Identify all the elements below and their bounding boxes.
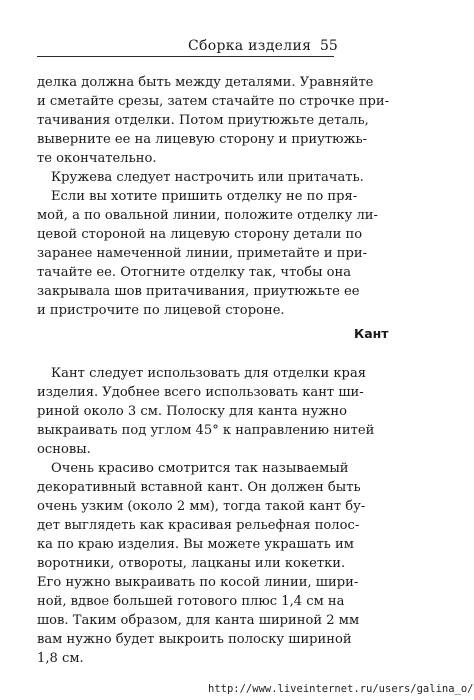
text-line: воротники, отвороты, лацканы или кокетки.: [37, 556, 346, 571]
text-line: и сметайте срезы, затем стачайте по строчке при-: [37, 94, 390, 109]
text-line: и пристрочите по лицевой стороне.: [37, 303, 285, 318]
text-line: риной около 3 см. Полоску для канта нужно: [37, 404, 347, 419]
text-line: ка по краю изделия. Вы можете украшать им: [37, 537, 354, 552]
text-line: вам нужно будет выкроить полоску шириной: [37, 632, 352, 647]
text-line: Кружева следует настрочить или притачать.: [51, 170, 364, 185]
text-line: изделия. Удобнее всего использовать кант ши-: [37, 385, 364, 400]
text-line: Если вы хотите пришить отделку не по пря-: [51, 189, 358, 204]
text-line: тачивания отделки. Потом приутюжьте деталь,: [37, 113, 369, 128]
text-line: Его нужно выкраивать по косой линии, шири-: [37, 575, 359, 590]
text-line: тачайте ее. Отогните отделку так, чтобы она: [37, 265, 352, 280]
text-line: 1,8 см.: [37, 651, 84, 666]
text-line: мой, а по овальной линии, положите отделку ли-: [37, 208, 378, 223]
text-line: Очень красиво смотрится так называемый: [51, 461, 349, 476]
paragraphs-trim: [37, 73, 390, 320]
text-line: заранее намеченной линии, приметайте и при-: [37, 246, 368, 261]
text-line: ной, вдвое большей готового плюс 1,4 см на: [37, 594, 345, 609]
text-line: очень узким (около 2 мм), тогда такой кант бу-: [37, 499, 366, 514]
text-line: выверните ее на лицевую сторону и приутюжь-: [37, 132, 368, 147]
page-number: 55: [320, 38, 338, 54]
text-line: цевой стороной на лицевую сторону детали по: [37, 227, 363, 242]
text-line: выкраивать под углом 45° к направлению нитей: [37, 423, 375, 438]
text-line: декоративный вставной кант. Он должен быть: [37, 480, 361, 495]
running-head-title: Сборка изделия: [188, 38, 312, 54]
text-line: делка должна быть между деталями. Уравняйте: [37, 75, 374, 90]
text-line: дет выглядеть как красивая рельефная полос-: [37, 518, 360, 533]
text-line: шов. Таким образом, для канта шириной 2 мм: [37, 613, 360, 628]
section-heading-kant: Кант: [354, 326, 389, 341]
text-line: те окончательно.: [37, 151, 157, 166]
text-line: основы.: [37, 442, 91, 457]
source-url: http://www.liveinternet.ru/users/galina_o/: [208, 683, 474, 695]
running-head: [0, 38, 465, 56]
paragraphs-kant: [37, 364, 375, 668]
text-line: Кант следует использовать для отделки края: [51, 366, 367, 381]
header-rule: [37, 56, 334, 57]
text-line: закрывала шов притачивания, приутюжьте ее: [37, 284, 360, 299]
